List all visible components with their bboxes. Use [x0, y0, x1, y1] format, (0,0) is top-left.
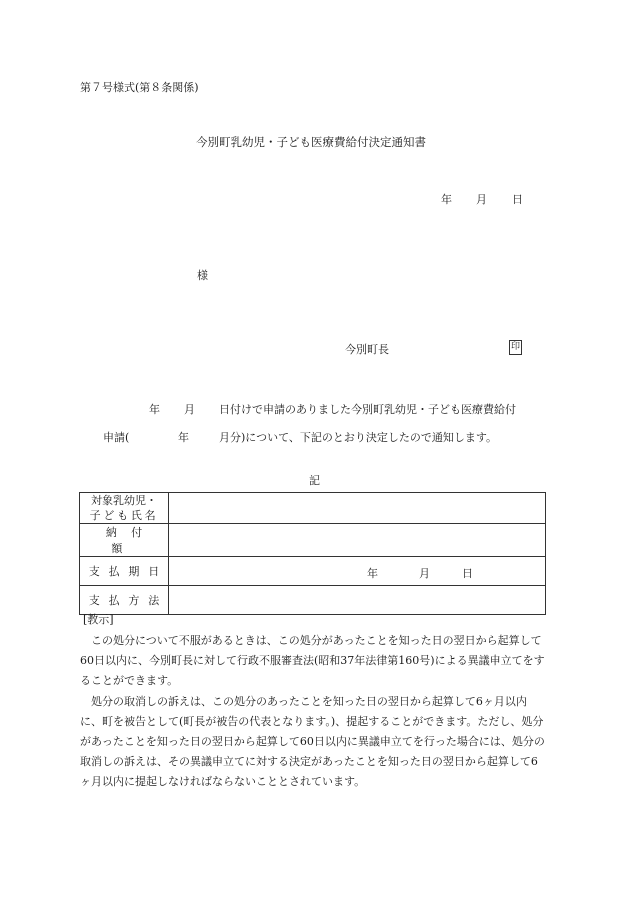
payment-date-month-label: 月	[419, 567, 430, 580]
recipient-honorific: 様	[197, 269, 208, 282]
table-row	[80, 586, 546, 615]
table-row	[80, 524, 546, 557]
payment-amount-label	[80, 524, 169, 557]
application-month-label: 月	[184, 403, 195, 416]
issue-date-year-label: 年	[441, 193, 452, 206]
application-target-year-label: 年	[178, 431, 189, 444]
instruction-paragraph-1: この処分について不服があるときは、この処分があったことを知った日の翌日から起算して60日以内に、今別町長に対して行政不服審査法(昭和37年法律第160号)による異議申立てをすることができます。	[80, 634, 545, 687]
application-sentence-2: 月分)について、下記のとおり決定したので通知します。	[219, 431, 497, 444]
ki-heading: 記	[309, 474, 320, 487]
payment-date-value	[169, 557, 546, 586]
form-number: 第７号様式(第８条関係)	[80, 81, 199, 94]
issuer-name: 今別町長	[345, 343, 389, 356]
child-name-value	[169, 493, 546, 524]
child-name-label	[80, 493, 169, 524]
payment-method-label	[80, 586, 169, 615]
child-name-label-line2: 子ども氏名	[89, 509, 159, 522]
payment-method-value	[169, 586, 546, 615]
seal-mark: 印	[509, 340, 522, 355]
payment-date-day-label: 日	[462, 567, 473, 580]
child-name-label-line1: 対象乳幼児・	[91, 494, 157, 507]
payment-method-label-text: 支払方法	[88, 594, 168, 607]
payment-date-label	[80, 557, 169, 586]
application-sentence-1: 日付けで申請のありました今別町乳幼児・子ども医療費給付	[219, 403, 516, 416]
document-title: 今別町乳幼児・子ども医療費給付決定通知書	[196, 135, 426, 149]
table-row	[80, 493, 546, 524]
payment-amount-value	[169, 524, 546, 557]
instruction-heading: [教示]	[83, 613, 114, 626]
application-year-label: 年	[149, 403, 160, 416]
payment-info-table	[79, 492, 546, 615]
issue-date-month-label: 月	[476, 193, 487, 206]
payment-date-year-label: 年	[367, 567, 378, 580]
instruction-paragraph-2: 処分の取消しの訴えは、この処分のあったことを知った日の翌日から起算して6ヶ月以内に、町を被告として(町長が被告の代表となります。)、提起することができます。ただし、処分があったことを知った日の翌日から起算して60日以内に異議申立てを行った場合には、処分の取消しの訴えは、その異議申立てに対する決定があったことを知った日の翌日から起算して6ヶ月以内に提起しなければならないこととされています。	[80, 695, 545, 788]
issue-date-day-label: 日	[512, 193, 523, 206]
table-row	[80, 557, 546, 586]
payment-date-label-text: 支払期日	[88, 565, 168, 578]
application-sentence-2-prefix: 申請(	[103, 431, 130, 444]
payment-amount-label-text: 納付額	[105, 526, 157, 555]
